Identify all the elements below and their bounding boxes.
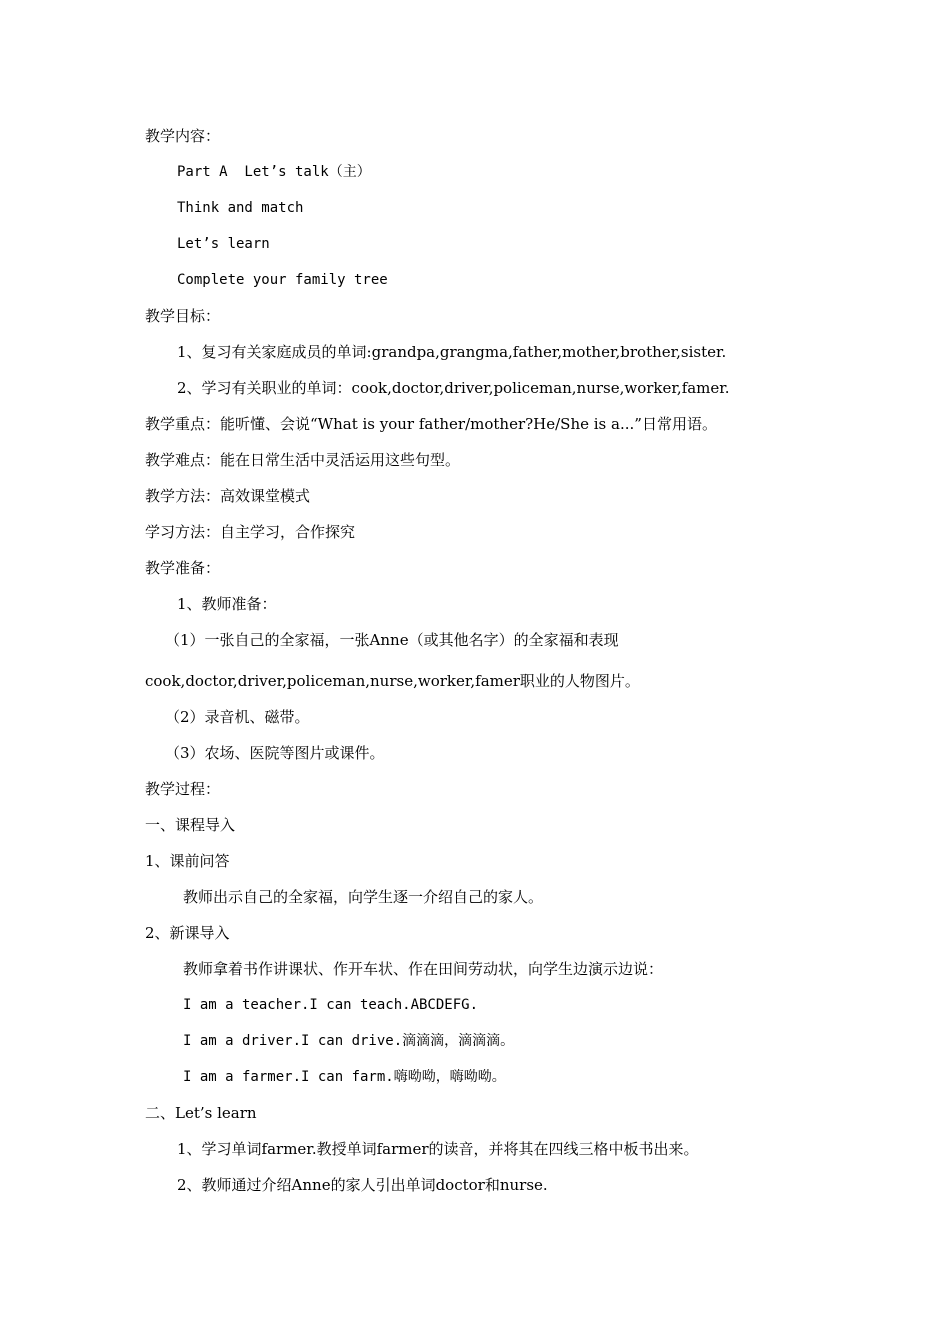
preparation-subitem-3: （3）农场、医院等图片或课件。 bbox=[165, 744, 385, 762]
content-item-think-and-match: Think and match bbox=[177, 200, 304, 216]
goal-item-2: 2、学习有关职业的单词：cook,doctor,driver,policeman,nurse,worker,famer. bbox=[177, 379, 730, 397]
content-item-part-a: Part A Let’s talk（主） bbox=[177, 164, 371, 180]
section-heading-teaching-goals: 教学目标： bbox=[145, 307, 221, 325]
process-substep-2: 2、新课导入 bbox=[145, 924, 230, 942]
example-sentence-teacher: I am a teacher.I can teach.ABCDEFG. bbox=[183, 997, 479, 1013]
preparation-subitem-1: （1）一张自己的全家福，一张Anne（或其他名字）的全家福和表现 bbox=[165, 631, 619, 649]
section-heading-teaching-content: 教学内容： bbox=[145, 127, 221, 145]
process-substep-2-text: 教师拿着书作讲课状、作开车状、作在田间劳动状，向学生边演示边说： bbox=[183, 960, 664, 978]
preparation-subitem-1-continued: cook,doctor,driver,policeman,nurse,worker,famer职业的人物图片。 bbox=[145, 672, 640, 690]
section-teaching-difficulty: 教学难点：能在日常生活中灵活运用这些句型。 bbox=[145, 451, 461, 469]
content-item-lets-learn: Let’s learn bbox=[177, 236, 270, 252]
preparation-subitem-2: （2）录音机、磁带。 bbox=[165, 708, 310, 726]
example-sentence-driver: I am a driver.I can drive.滴滴滴，滴滴滴。 bbox=[183, 1033, 515, 1049]
section-teaching-method: 教学方法：高效课堂模式 bbox=[145, 487, 311, 505]
process-step-2-heading: 二、Let’s learn bbox=[145, 1104, 257, 1122]
section-learning-method: 学习方法：自主学习，合作探究 bbox=[145, 523, 356, 541]
section-heading-preparation: 教学准备： bbox=[145, 559, 221, 577]
example-sentence-farmer: I am a farmer.I can farm.嗨呦呦，嗨呦呦。 bbox=[183, 1069, 506, 1085]
section-teaching-focus: 教学重点：能听懂、会说“What is your father/mother?He/She is a...”日常用语。 bbox=[145, 415, 717, 433]
process-step-2-item-1: 1、学习单词farmer.教授单词farmer的读音，并将其在四线三格中板书出来。 bbox=[177, 1140, 699, 1158]
section-heading-process: 教学过程： bbox=[145, 780, 221, 798]
content-item-family-tree: Complete your family tree bbox=[177, 272, 388, 288]
process-substep-1-text: 教师出示自己的全家福，向学生逐一介绍自己的家人。 bbox=[183, 888, 544, 906]
preparation-item-1: 1、教师准备： bbox=[177, 595, 277, 613]
goal-item-1: 1、复习有关家庭成员的单词:grandpa,grangma,father,mother,brother,sister. bbox=[177, 343, 727, 361]
process-step-1-heading: 一、课程导入 bbox=[145, 816, 236, 834]
process-substep-1: 1、课前问答 bbox=[145, 852, 230, 870]
process-step-2-item-2: 2、教师通过介绍Anne的家人引出单词doctor和nurse. bbox=[177, 1176, 548, 1194]
